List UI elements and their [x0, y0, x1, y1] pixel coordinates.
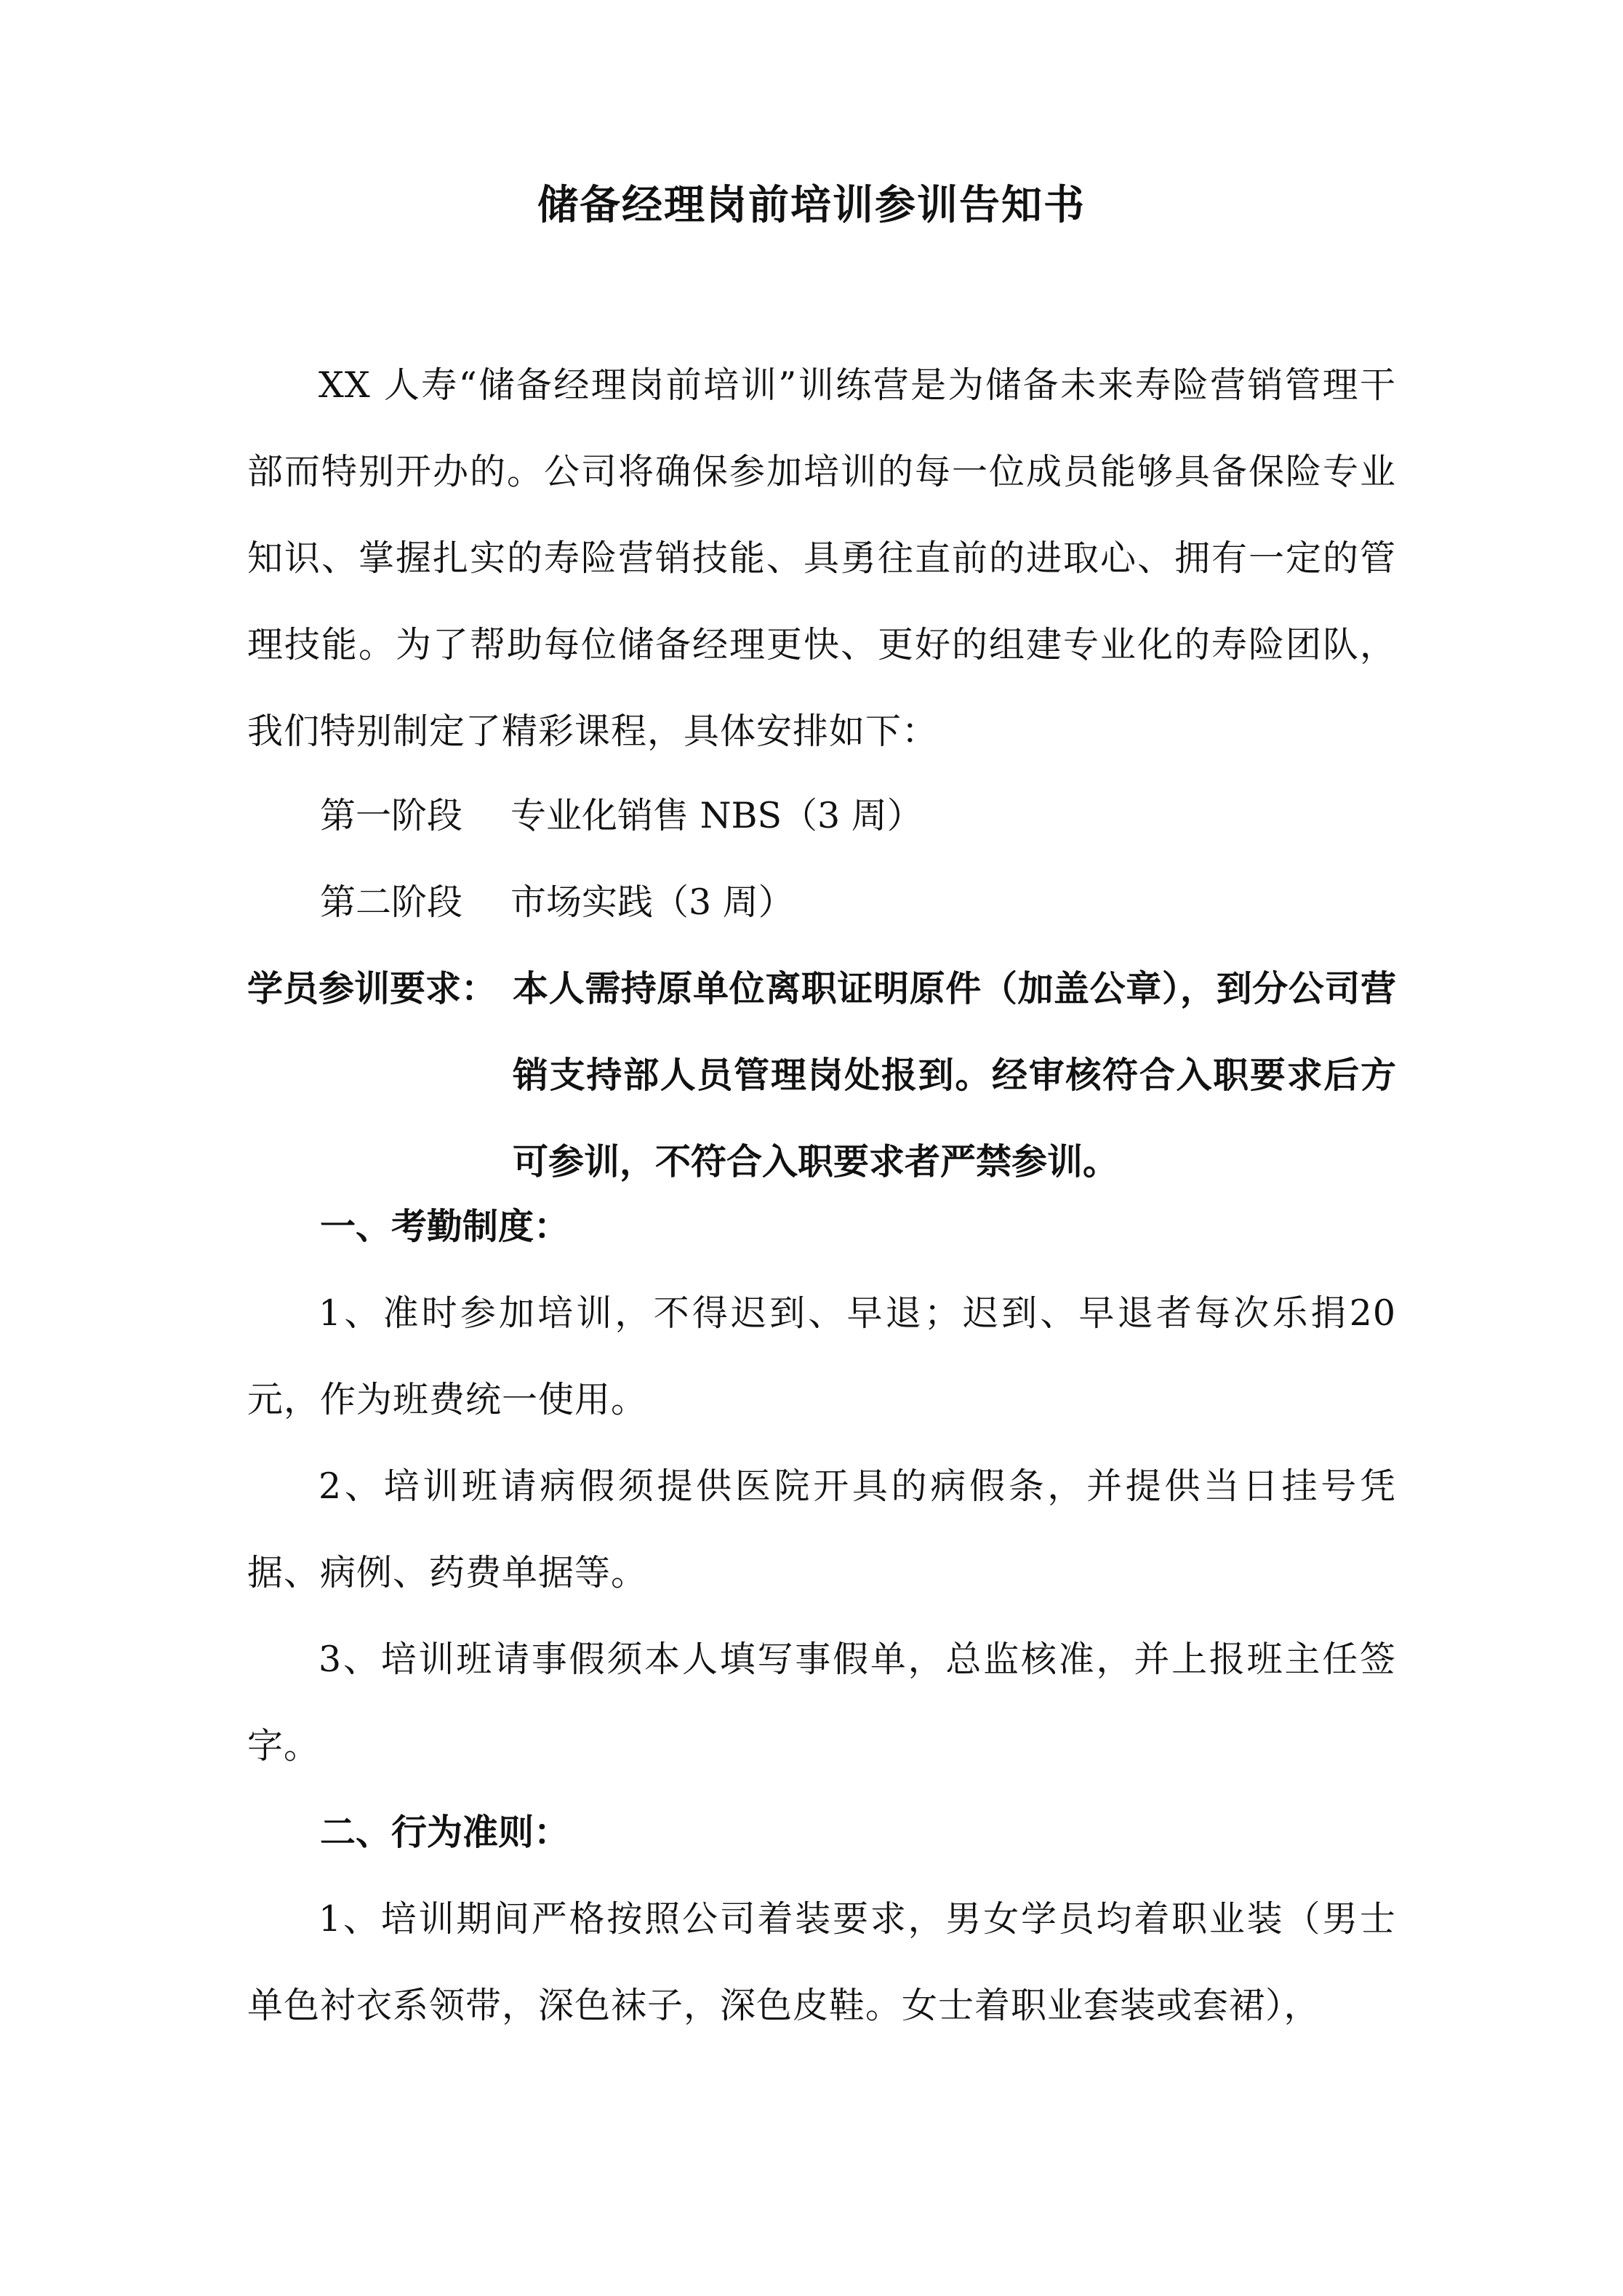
- section-heading-conduct: 二、行为准则：: [320, 1811, 570, 1853]
- requirements-label: 学员参训要求：: [247, 967, 497, 1009]
- page-title: 储备经理岗前培训参训告知书: [537, 181, 1086, 229]
- stage-name: 第一阶段: [320, 795, 463, 836]
- intro-paragraph: XX 人寿“储备经理岗前培训”训练营是为储备未来寿险营销管理干部而特别开办的。公司将确保参加培训的每一位成员能够具备保险专业知识、掌握扎实的寿险营销技能、具勇往直前的进取心、拥有一定的管理技能。为了帮助每位储备经理更快、更好的组建专业化的寿险团队，我们特别制定了精彩课程，具体安排如下：: [247, 364, 1396, 752]
- stage-content: 专业化销售 NBS（3 周）: [510, 795, 923, 836]
- stage-name: 第二阶段: [320, 881, 463, 923]
- conduct-item-1: 1、培训期间严格按照公司着装要求，男女学员均着职业装（男士单色衬衣系领带，深色袜子，深色皮鞋。女士着职业套装或套裙），: [247, 1898, 1396, 2026]
- requirements-text: 本人需持原单位离职证明原件（加盖公章），到分公司营销支持部人员管理岗处报到。经审核符合入职要求后方可参训，不符合入职要求者严禁参训。: [513, 967, 1396, 1183]
- attendance-item-1: 1、准时参加培训，不得迟到、早退；迟到、早退者每次乐捐20元，作为班费统一使用。: [247, 1292, 1396, 1420]
- stage-content: 市场实践（3 周）: [510, 881, 794, 923]
- section-heading-attendance: 一、考勤制度：: [320, 1205, 570, 1247]
- attendance-item-2: 2、培训班请病假须提供医院开具的病假条，并提供当日挂号凭据、病例、药费单据等。: [247, 1465, 1396, 1593]
- attendance-item-3: 3、培训班请事假须本人填写事假单，总监核准，并上报班主任签字。: [247, 1639, 1396, 1767]
- stage-item-2: [320, 859, 794, 945]
- stage-item-1: [320, 772, 923, 859]
